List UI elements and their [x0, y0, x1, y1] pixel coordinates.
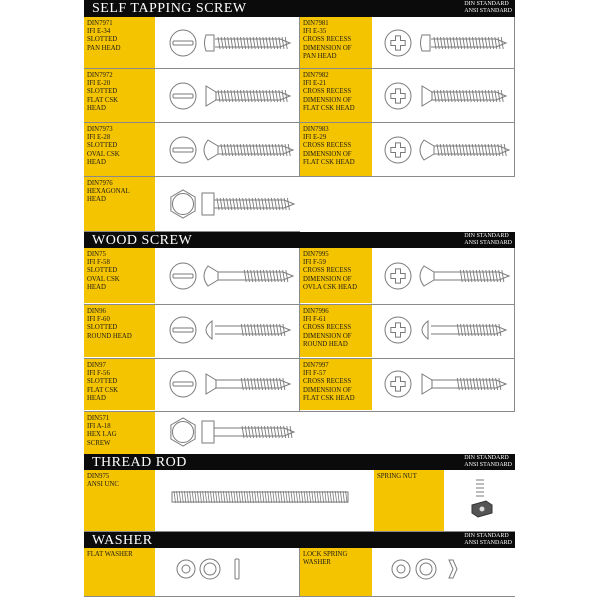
label-line: DIMENSION OF — [303, 150, 352, 158]
screw-side-view — [204, 140, 218, 160]
cross-recess-head-icon — [385, 263, 411, 289]
section-title: THREAD ROD — [92, 455, 187, 470]
screw-side-view — [206, 86, 216, 106]
label-line: HEAD — [87, 104, 106, 112]
flat-washer-icon — [200, 559, 220, 579]
cross-recess-head-icon — [385, 317, 411, 343]
label-line: IFI A-18 — [87, 423, 111, 431]
label-line: CROSS RECESS — [303, 378, 352, 386]
label-line: SLOTTED — [87, 267, 118, 275]
screw-side-view — [422, 321, 428, 339]
screw-side-view — [421, 35, 431, 51]
slotted-head-icon — [170, 371, 196, 397]
screw-side-view — [206, 321, 212, 339]
label-line: DIN571 — [87, 415, 110, 422]
label-line: IFI F-58 — [87, 259, 110, 267]
label-line: FLAT CSK HEAD — [303, 104, 355, 112]
label-line: DIN7996 — [303, 308, 329, 315]
hex-head-icon — [171, 418, 195, 446]
label-line: DIN96 — [87, 308, 106, 315]
label-line: HEAD — [87, 394, 106, 402]
label-line: DIN7982 — [303, 72, 329, 79]
label-line: WASHER — [303, 559, 331, 567]
spring-nut-drawing — [476, 480, 484, 496]
standard-note: DIN STANDARD ANSI STANDARD — [464, 1, 512, 14]
label-line: FLAT CSK — [87, 96, 119, 104]
label-line: OVLA CSK HEAD — [303, 283, 357, 291]
cross-recess-head-icon — [385, 30, 411, 56]
label-line: IFI F-59 — [303, 259, 326, 267]
label-line: CROSS RECESS — [303, 36, 352, 44]
label-line: SPRING NUT — [377, 473, 417, 480]
slotted-head-icon — [170, 83, 196, 109]
screw-side-view — [422, 374, 432, 394]
label-line: IFI E-21 — [303, 80, 327, 88]
label-line: ANSI UNC — [87, 481, 119, 489]
label-line: IFI E-28 — [87, 134, 111, 142]
label-line: DIMENSION OF — [303, 332, 352, 340]
screw-side-view — [422, 86, 432, 106]
label-line: IFI F-60 — [87, 316, 110, 324]
lock-washer-side-icon — [449, 560, 457, 578]
label-line: IFI E-34 — [87, 28, 111, 36]
label-line: HEAD — [87, 283, 106, 291]
label-line: LOCK SPRING — [303, 551, 348, 558]
slotted-head-icon — [170, 317, 196, 343]
section-title: WASHER — [92, 533, 153, 548]
label-line: DIN7997 — [303, 362, 329, 369]
label-line: OVAL CSK — [87, 275, 120, 283]
label-line: DIN7973 — [87, 126, 113, 133]
standard-note: DIN STANDARD ANSI STANDARD — [464, 455, 512, 468]
label-line: DIN75 — [87, 251, 106, 258]
label-line: FLAT CSK — [87, 386, 119, 394]
lock-washer-icon — [392, 560, 410, 578]
label-line: SLOTTED — [87, 378, 118, 386]
screw-side-view — [420, 266, 434, 286]
label-line: IFI E-29 — [303, 134, 327, 142]
label-line: ROUND HEAD — [87, 332, 132, 340]
screw-side-view — [206, 374, 216, 394]
slotted-head-icon — [170, 137, 196, 163]
screw-side-view — [202, 421, 214, 443]
slotted-head-icon — [170, 30, 196, 56]
label-line: HEX LAG — [87, 431, 117, 439]
label-line: DIN975 — [87, 473, 110, 480]
label-line: OVAL CSK — [87, 150, 120, 158]
label-line: DIMENSION OF — [303, 96, 352, 104]
label-line: SLOTTED — [87, 36, 118, 44]
label-line: ROUND HEAD — [303, 340, 348, 348]
fastener-catalog-sheet — [84, 0, 515, 600]
label-line: FLAT WASHER — [87, 551, 133, 558]
label-line: HEAD — [87, 196, 106, 204]
label-line: DIN7981 — [303, 20, 329, 27]
screw-side-view — [205, 35, 215, 51]
label-line: DIN7995 — [303, 251, 329, 258]
label-line: HEAD — [87, 158, 106, 166]
flat-washer-icon — [177, 560, 195, 578]
label-line: DIN7976 — [87, 180, 113, 187]
label-line: IFI E-20 — [87, 80, 111, 88]
label-line: IFI F-57 — [303, 370, 326, 378]
label-line: DIMENSION OF — [303, 44, 352, 52]
label-line: IFI F-61 — [303, 316, 326, 324]
standard-note: DIN STANDARD ANSI STANDARD — [464, 533, 512, 546]
section-title: SELF TAPPING SCREW — [92, 1, 247, 16]
flat-washer-side-icon — [235, 559, 239, 579]
label-line: FLAT CSK HEAD — [303, 394, 355, 402]
label-line: SLOTTED — [87, 142, 118, 150]
label-line: DIMENSION OF — [303, 275, 352, 283]
label-line: DIN7971 — [87, 20, 113, 27]
screw-side-view — [420, 140, 434, 160]
label-line: HEXAGONAL — [87, 188, 130, 196]
screw-side-view — [202, 193, 214, 215]
label-line: CROSS RECESS — [303, 88, 352, 96]
label-line: SLOTTED — [87, 324, 118, 332]
label-line: DIN7972 — [87, 72, 113, 79]
label-line: CROSS RECESS — [303, 142, 352, 150]
cross-recess-head-icon — [385, 371, 411, 397]
cross-recess-head-icon — [385, 137, 411, 163]
label-line: CROSS RECESS — [303, 324, 352, 332]
label-line: IFI F-56 — [87, 370, 110, 378]
label-line: FLAT CSK HEAD — [303, 158, 355, 166]
label-line: DIN7983 — [303, 126, 329, 133]
label-line: IFI E-35 — [303, 28, 327, 36]
fastener-drawings — [84, 0, 515, 600]
label-line: SCREW — [87, 439, 111, 447]
slotted-head-icon — [170, 263, 196, 289]
hex-head-icon — [171, 190, 195, 218]
label-line: CROSS RECESS — [303, 267, 352, 275]
standard-note: DIN STANDARD ANSI STANDARD — [464, 233, 512, 246]
label-line: PAN HEAD — [303, 52, 337, 60]
section-title: WOOD SCREW — [92, 233, 193, 248]
lock-washer-icon — [416, 559, 436, 579]
screw-side-view — [204, 266, 218, 286]
label-line: DIMENSION OF — [303, 386, 352, 394]
label-line: DIN97 — [87, 362, 106, 369]
label-line: SLOTTED — [87, 88, 118, 96]
label-line: PAN HEAD — [87, 44, 121, 52]
cross-recess-head-icon — [385, 83, 411, 109]
